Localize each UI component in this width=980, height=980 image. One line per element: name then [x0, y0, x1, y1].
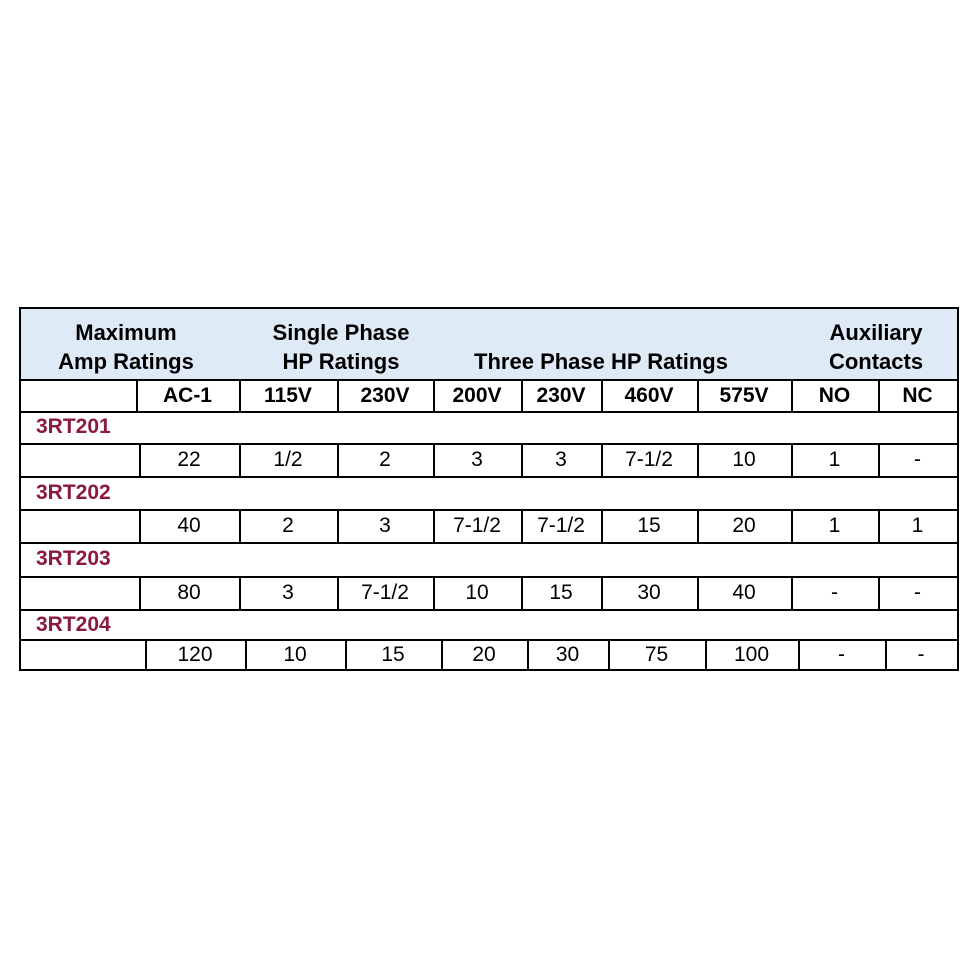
table-cell: 7-1/2: [625, 448, 673, 471]
single-phase-heading-line1: Single Phase: [272, 320, 410, 345]
table-cell: 2: [379, 448, 391, 471]
table-cell: 3: [379, 514, 391, 537]
row-bottom-line: [21, 542, 957, 544]
column-header-230v: 230V: [536, 384, 586, 407]
table-cell: 1/2: [273, 448, 303, 471]
table-cell: 3: [555, 448, 567, 471]
column-header-ac-1: AC-1: [162, 384, 212, 407]
auxiliary-heading-line2: Contacts: [828, 349, 924, 374]
table-cell: 10: [465, 581, 489, 604]
table-cell: 1: [828, 448, 841, 471]
max-amp-heading-line1: Maximum: [75, 320, 177, 345]
row-bottom-line: [21, 609, 957, 611]
table-cell: -: [917, 643, 925, 666]
table-cell: -: [914, 581, 921, 604]
table-cell: 100: [733, 643, 770, 666]
table-cell: 1: [911, 514, 924, 537]
table-cell: 20: [732, 514, 756, 537]
model-label: 3RT204: [36, 613, 111, 636]
table-cell: 30: [637, 581, 661, 604]
three-phase-heading: Three Phase HP Ratings: [474, 349, 728, 374]
max-amp-heading-line2: Amp Ratings: [58, 349, 194, 374]
table-cell: 1: [828, 514, 841, 537]
table-cell: 40: [732, 581, 756, 604]
table-cell: 120: [177, 643, 213, 666]
column-header-460v: 460V: [624, 384, 674, 407]
model-label: 3RT202: [36, 481, 111, 504]
table-cell: 75: [644, 643, 669, 666]
table-cell: 10: [732, 448, 756, 471]
table-cell: -: [831, 581, 838, 604]
ratings-table: [19, 307, 959, 671]
table-cell: 3: [282, 581, 294, 604]
table-cell: 15: [637, 514, 661, 537]
table-cell: -: [838, 643, 845, 666]
column-header-230v: 230V: [360, 384, 410, 407]
table-cell: 7-1/2: [361, 581, 409, 604]
table-cell: 40: [177, 514, 201, 537]
table-cell: 80: [177, 581, 201, 604]
table-cell: 20: [472, 643, 496, 666]
single-phase-heading-line2: HP Ratings: [282, 349, 400, 374]
column-header-575v: 575V: [719, 384, 769, 407]
table-cell: 30: [555, 643, 580, 666]
column-header-nc: NC: [902, 384, 933, 407]
column-header-200v: 200V: [452, 384, 502, 407]
table-cell: 15: [549, 581, 573, 604]
table-cell: 2: [282, 514, 294, 537]
table-cell: 7-1/2: [537, 514, 585, 537]
row-bottom-line: [21, 476, 957, 478]
column-header-115v: 115V: [264, 384, 312, 407]
table-cell: 10: [283, 643, 307, 666]
table-cell: 3: [471, 448, 483, 471]
model-label: 3RT201: [36, 415, 111, 438]
table-cell: 15: [381, 643, 405, 666]
model-label: 3RT203: [36, 547, 111, 570]
column-header-no: NO: [818, 384, 851, 407]
table-cell: -: [914, 448, 921, 471]
table-cell: 22: [177, 448, 201, 471]
table-cell: 7-1/2: [453, 514, 501, 537]
auxiliary-heading-line1: Auxiliary: [829, 320, 923, 345]
